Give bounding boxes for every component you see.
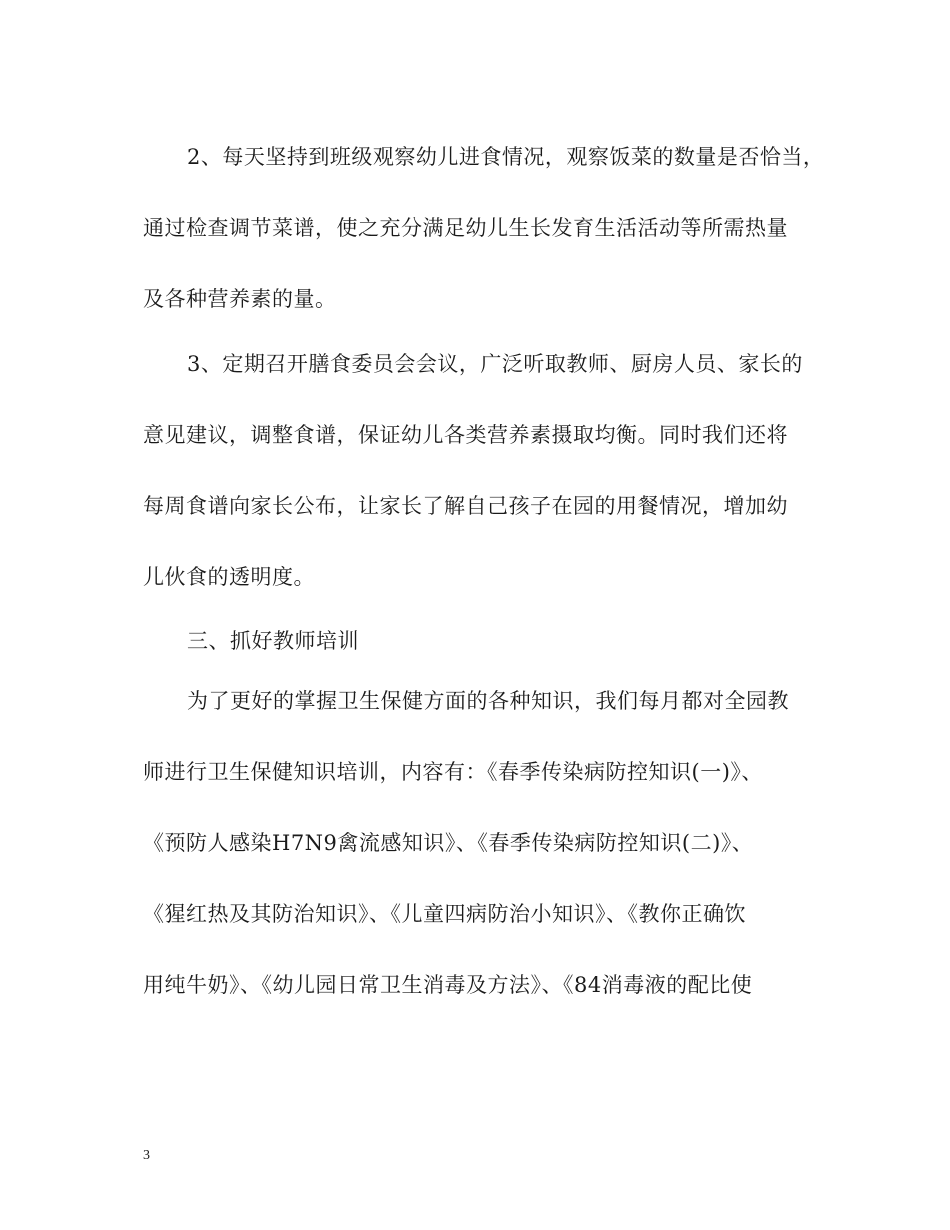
paragraph-line: 为了更好的掌握卫生保健方面的各种知识，我们每月都对全园教 xyxy=(187,689,789,713)
paragraph-line: 每周食谱向家长公布，让家长了解自己孩子在园的用餐情况，增加幼 xyxy=(143,494,788,518)
section-heading: 三、抓好教师培训 xyxy=(187,629,359,653)
paragraph-line: 用纯牛奶》、《幼儿园日常卫生消毒及方法》、《84消毒液的配比使 xyxy=(143,973,753,997)
paragraph-line: 《预防人感染H7N9禽流感知识》、《春季传染病防控知识(二)》、 xyxy=(143,831,754,855)
paragraph-line: 师进行卫生保健知识培训，内容有：《春季传染病防控知识(一)》、 xyxy=(143,760,763,784)
page-number: 3 xyxy=(143,1148,150,1163)
paragraph-line: 儿伙食的透明度。 xyxy=(143,565,315,589)
paragraph-line: 意见建议，调整食谱，保证幼儿各类营养素摄取均衡。同时我们还将 xyxy=(143,423,788,447)
paragraph-line: 3、定期召开膳食委员会会议，广泛听取教师、厨房人员、家长的 xyxy=(187,352,803,376)
paragraph-line: 通过检查调节菜谱，使之充分满足幼儿生长发育生活活动等所需热量 xyxy=(143,216,788,240)
paragraph-line: 《猩红热及其防治知识》、《儿童四病防治小知识》、《教你正确饮 xyxy=(143,902,746,926)
paragraph-line: 2、每天坚持到班级观察幼儿进食情况，观察饭菜的数量是否恰当， xyxy=(187,145,825,169)
paragraph-line: 及各种营养素的量。 xyxy=(143,287,337,311)
